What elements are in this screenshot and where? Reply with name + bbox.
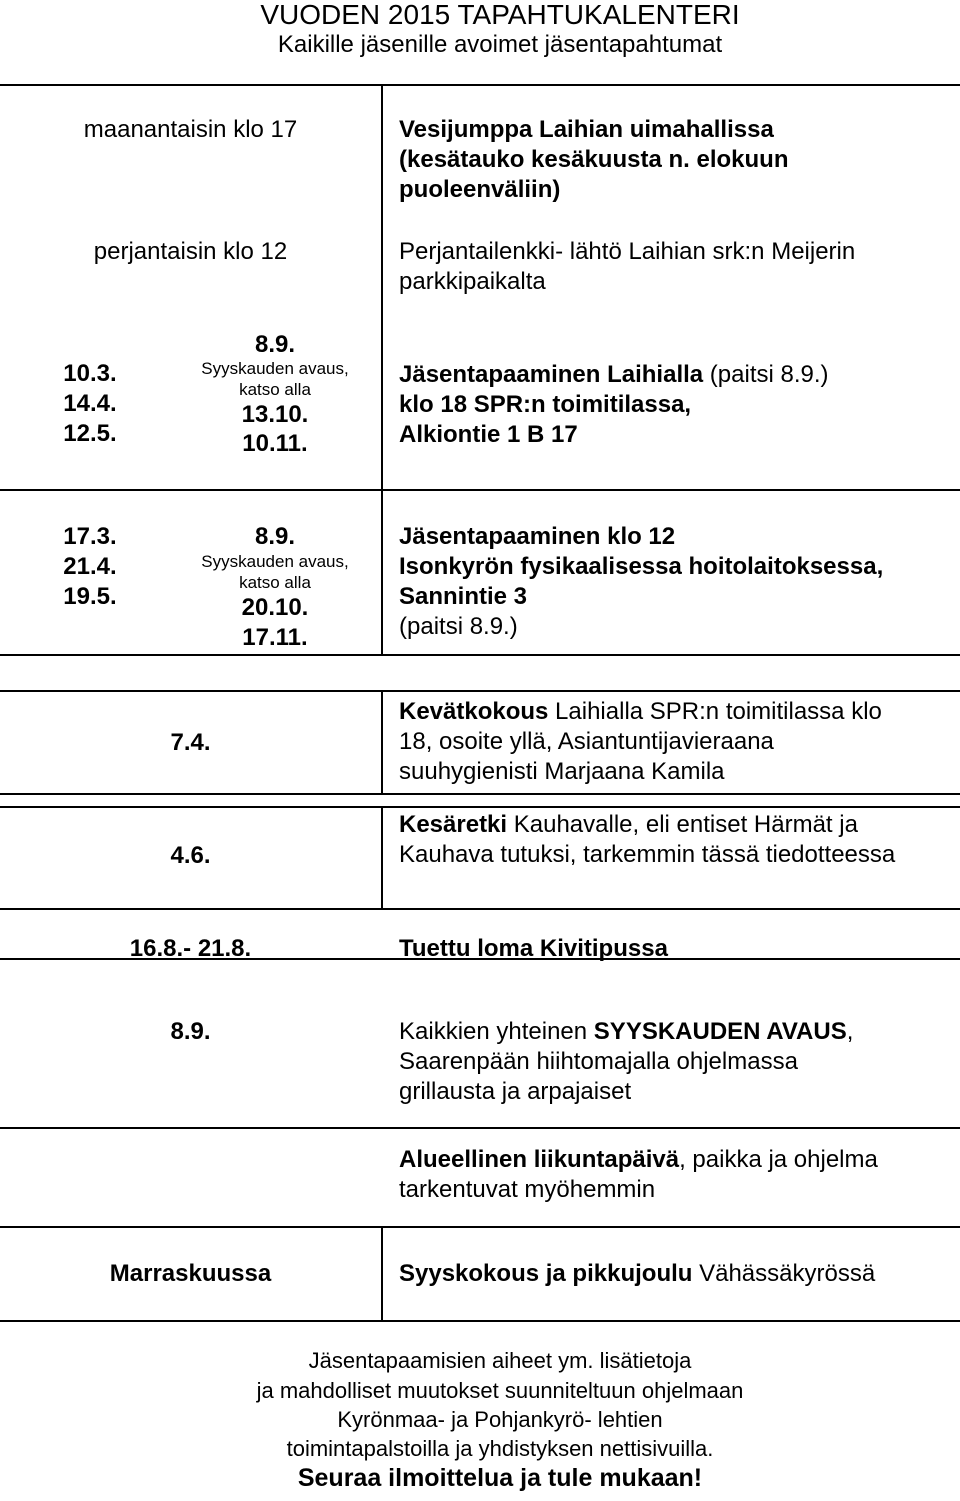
event-description — [399, 1145, 878, 1175]
event-title: Kesäretki — [399, 811, 508, 838]
row-divider — [0, 1127, 960, 1129]
event-description: Jäsentapaaminen klo 12 — [399, 523, 676, 550]
event-description: grillausta ja arpajaiset — [399, 1078, 632, 1105]
event-time: Marraskuussa — [109, 1260, 272, 1287]
date-note: Syyskauden avaus, — [201, 552, 349, 571]
event-text: , paikka ja ohjelma — [679, 1146, 878, 1173]
footer-call-to-action: Seuraa ilmoittelua ja tule mukaan! — [297, 1464, 703, 1492]
event-date: 14.4. — [63, 390, 117, 417]
event-date: 20.10. — [241, 594, 309, 621]
event-description — [399, 1259, 875, 1289]
page-title: VUODEN 2015 TAPAHTUKALENTERI — [260, 0, 740, 30]
page-subtitle: Kaikille jäsenille avoimet jäsentapahtumat — [277, 31, 723, 58]
event-title: Jäsentapaaminen Laihialla — [399, 361, 704, 388]
column-divider-5 — [381, 1226, 383, 1322]
row-divider — [0, 793, 960, 795]
event-title: Syyskokous ja pikkujoulu — [399, 1260, 693, 1287]
event-description: (paitsi 8.9.) — [399, 613, 518, 640]
event-text: , — [846, 1018, 854, 1045]
event-date: 13.10. — [241, 401, 309, 428]
event-date: 8.9. — [170, 1018, 211, 1045]
event-description: Kauhava tutuksi, tarkemmin tässä tiedotteessa — [399, 841, 896, 868]
event-description: Alkiontie 1 B 17 — [399, 421, 578, 448]
event-text: Kaikkien yhteinen — [399, 1018, 594, 1045]
event-date: 17.3. — [63, 523, 117, 550]
column-divider-3 — [381, 690, 383, 795]
row-divider — [0, 654, 960, 656]
event-description: tarkentuvat myöhemmin — [399, 1176, 656, 1203]
row-divider — [0, 806, 960, 808]
event-date: 10.11. — [242, 430, 308, 457]
row-divider — [0, 690, 960, 692]
event-description — [399, 810, 858, 840]
event-description — [399, 360, 829, 390]
event-description: (kesätauko kesäkuusta n. elokuun — [399, 146, 789, 173]
date-note: katso alla — [239, 380, 311, 399]
event-time: perjantaisin klo 12 — [93, 238, 288, 265]
event-date: 8.9. — [254, 523, 296, 550]
event-date: 16.8.- 21.8. — [129, 935, 252, 962]
event-description: Isonkyrön fysikaalisessa hoitolaitoksessa, — [399, 553, 884, 580]
table-border-top — [0, 84, 960, 86]
table-border-bottom — [0, 1320, 960, 1322]
event-description: Saarenpään hiihtomajalla ohjelmassa — [399, 1048, 798, 1075]
footer-line: Jäsentapaamisien aiheet ym. lisätietoja — [308, 1348, 692, 1373]
event-date: 4.6. — [170, 842, 211, 869]
footer-line: Kyrönmaa- ja Pohjankyrö- lehtien — [337, 1407, 663, 1432]
row-divider — [0, 489, 960, 491]
footer-line: toimintapalstoilla ja yhdistyksen nettisivuilla. — [286, 1436, 714, 1461]
date-note: katso alla — [239, 573, 311, 592]
event-date: 7.4. — [170, 729, 211, 756]
event-description: Sannintie 3 — [399, 583, 528, 610]
footer-line: ja mahdolliset muutokset suunniteltuun ohjelmaan — [256, 1378, 744, 1403]
event-title: SYYSKAUDEN AVAUS — [593, 1018, 847, 1045]
event-date: 21.4. — [63, 553, 117, 580]
row-divider — [0, 1226, 960, 1228]
event-text: Kauhavalle, eli entiset Härmät ja — [507, 811, 858, 838]
event-title: Kevätkokous — [399, 698, 549, 725]
event-time: maanantaisin klo 17 — [83, 116, 298, 143]
event-text: Laihialla SPR:n toimitilassa klo — [548, 698, 882, 725]
date-note: Syyskauden avaus, — [201, 359, 349, 378]
event-description: parkkipaikalta — [399, 268, 546, 295]
column-divider-1 — [381, 84, 383, 491]
row-divider — [0, 908, 960, 910]
event-text: Vähässäkyrössä — [692, 1260, 876, 1287]
event-date: 19.5. — [63, 583, 117, 610]
event-description: Vesijumppa Laihian uimahallissa — [399, 116, 774, 143]
event-description: 18, osoite yllä, Asiantuntijavieraana — [399, 728, 774, 755]
event-title: Alueellinen liikuntapäivä — [399, 1146, 680, 1173]
column-divider-2 — [381, 489, 383, 656]
event-note: (paitsi 8.9.) — [703, 361, 829, 388]
event-description — [399, 697, 882, 727]
event-date: 10.3. — [63, 360, 117, 387]
event-description — [399, 1017, 853, 1047]
event-description: klo 18 SPR:n toimitilassa, — [399, 391, 692, 418]
event-description: Tuettu loma Kivitipussa — [399, 935, 668, 962]
event-description: puoleenväliin) — [399, 176, 561, 203]
event-date: 8.9. — [254, 331, 296, 358]
event-description: suuhygienisti Marjaana Kamila — [399, 758, 725, 785]
column-divider-4 — [381, 806, 383, 910]
event-date: 12.5. — [63, 420, 117, 447]
event-description: Perjantailenkki- lähtö Laihian srk:n Meijerin — [399, 238, 856, 265]
event-date: 17.11. — [242, 624, 308, 651]
